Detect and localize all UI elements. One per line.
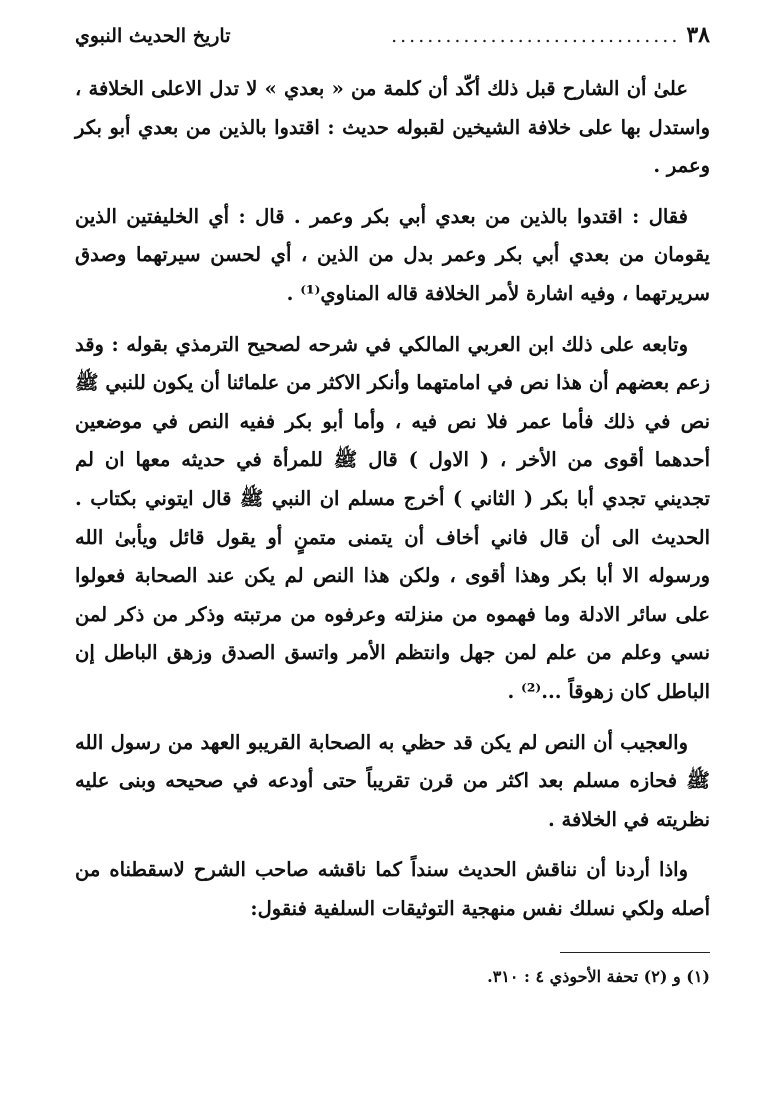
page-number: ٣٨ [686,22,710,48]
paragraph-1: علىٰ أن الشارح قبل ذلك أكّد أن كلمة من « بعدي » لا تدل الاعلى الخلافة ، واستدل بها على خلافة الشيخين لقبوله حديث : اقتدوا بالذين من بعدي أبو بكر وعمر . [75,77,710,178]
main-text [75,70,710,928]
footnote: (١) و (٢) تحفة الأحوذي ٤ : ٣١٠. [487,967,710,987]
footnote-divider [560,952,710,953]
paragraph-3: وتابعه على ذلك ابن العربي المالكي في شرحه لصحيح الترمذي بقوله : وقد زعم بعضهم أن هذا نص في امامتهما وأنكر الاكثر من علمائنا أن يكون للنبي ﷺ نص في ذلك فأما عمر فلا نص فيه ، وأما أبو بكر ففيه النص في موضعين أحدهما أقوى من الأخر ، ( الاول ) قال ﷺ للمرأة في حديثه معها ان لم تجديني تجدي أبا بكر ( الثاني ) أخرج مسلم ان النبي ﷺ قال ايتوني بكتاب . الحديث الى أن قال فاني أخاف أن يتمنى متمنٍ أو يقول قائل ويأبىٰ الله ورسوله الا أبا بكر وهذا أقوى ، ولكن هذا النص لم يكن عند الصحابة فعولوا على سائر الادلة وما فهموه من منزلته وعرفوه من مرتبته وذكر من ذكر لمن نسي وعلم من علم لمن جهل وانتظم الأمر واتسق الصدق وزهق الباطل إن الباطل كان زهوقاً ...⁽²⁾ . [75,332,710,703]
book-page [75,22,710,1096]
paragraph-2: فقال : اقتدوا بالذين من بعدي أبي بكر وعمر . قال : أي الخليفتين الذين يقومان من بعدي أبي بكر وعمر بدل من الذين ، أي لحسن سيرتهما وصدق سريرتهما ، وفيه اشارة لأمر الخلافة قاله المناوي⁽¹⁾ . [75,204,710,305]
paragraph-5: واذا أردنا أن نناقش الحديث سنداً كما ناقشه صاحب الشرح لاسقطناه من أصله ولكي نسلك نفس منهجية التوثيقات السلفية فنقول: [75,858,710,920]
running-title: تاريخ الحديث النبوي [75,25,231,47]
paragraph-4: والعجيب أن النص لم يكن قد حظي به الصحابة القريبو العهد من رسول الله ﷺ فحازه مسلم بعد اكثر من قرن تقريباً حتى أودعه في صحيحه وبنى عليه نظريته في الخلافة . [75,730,710,831]
running-header [75,22,710,64]
header-leader-dots: ................................ [391,25,681,47]
